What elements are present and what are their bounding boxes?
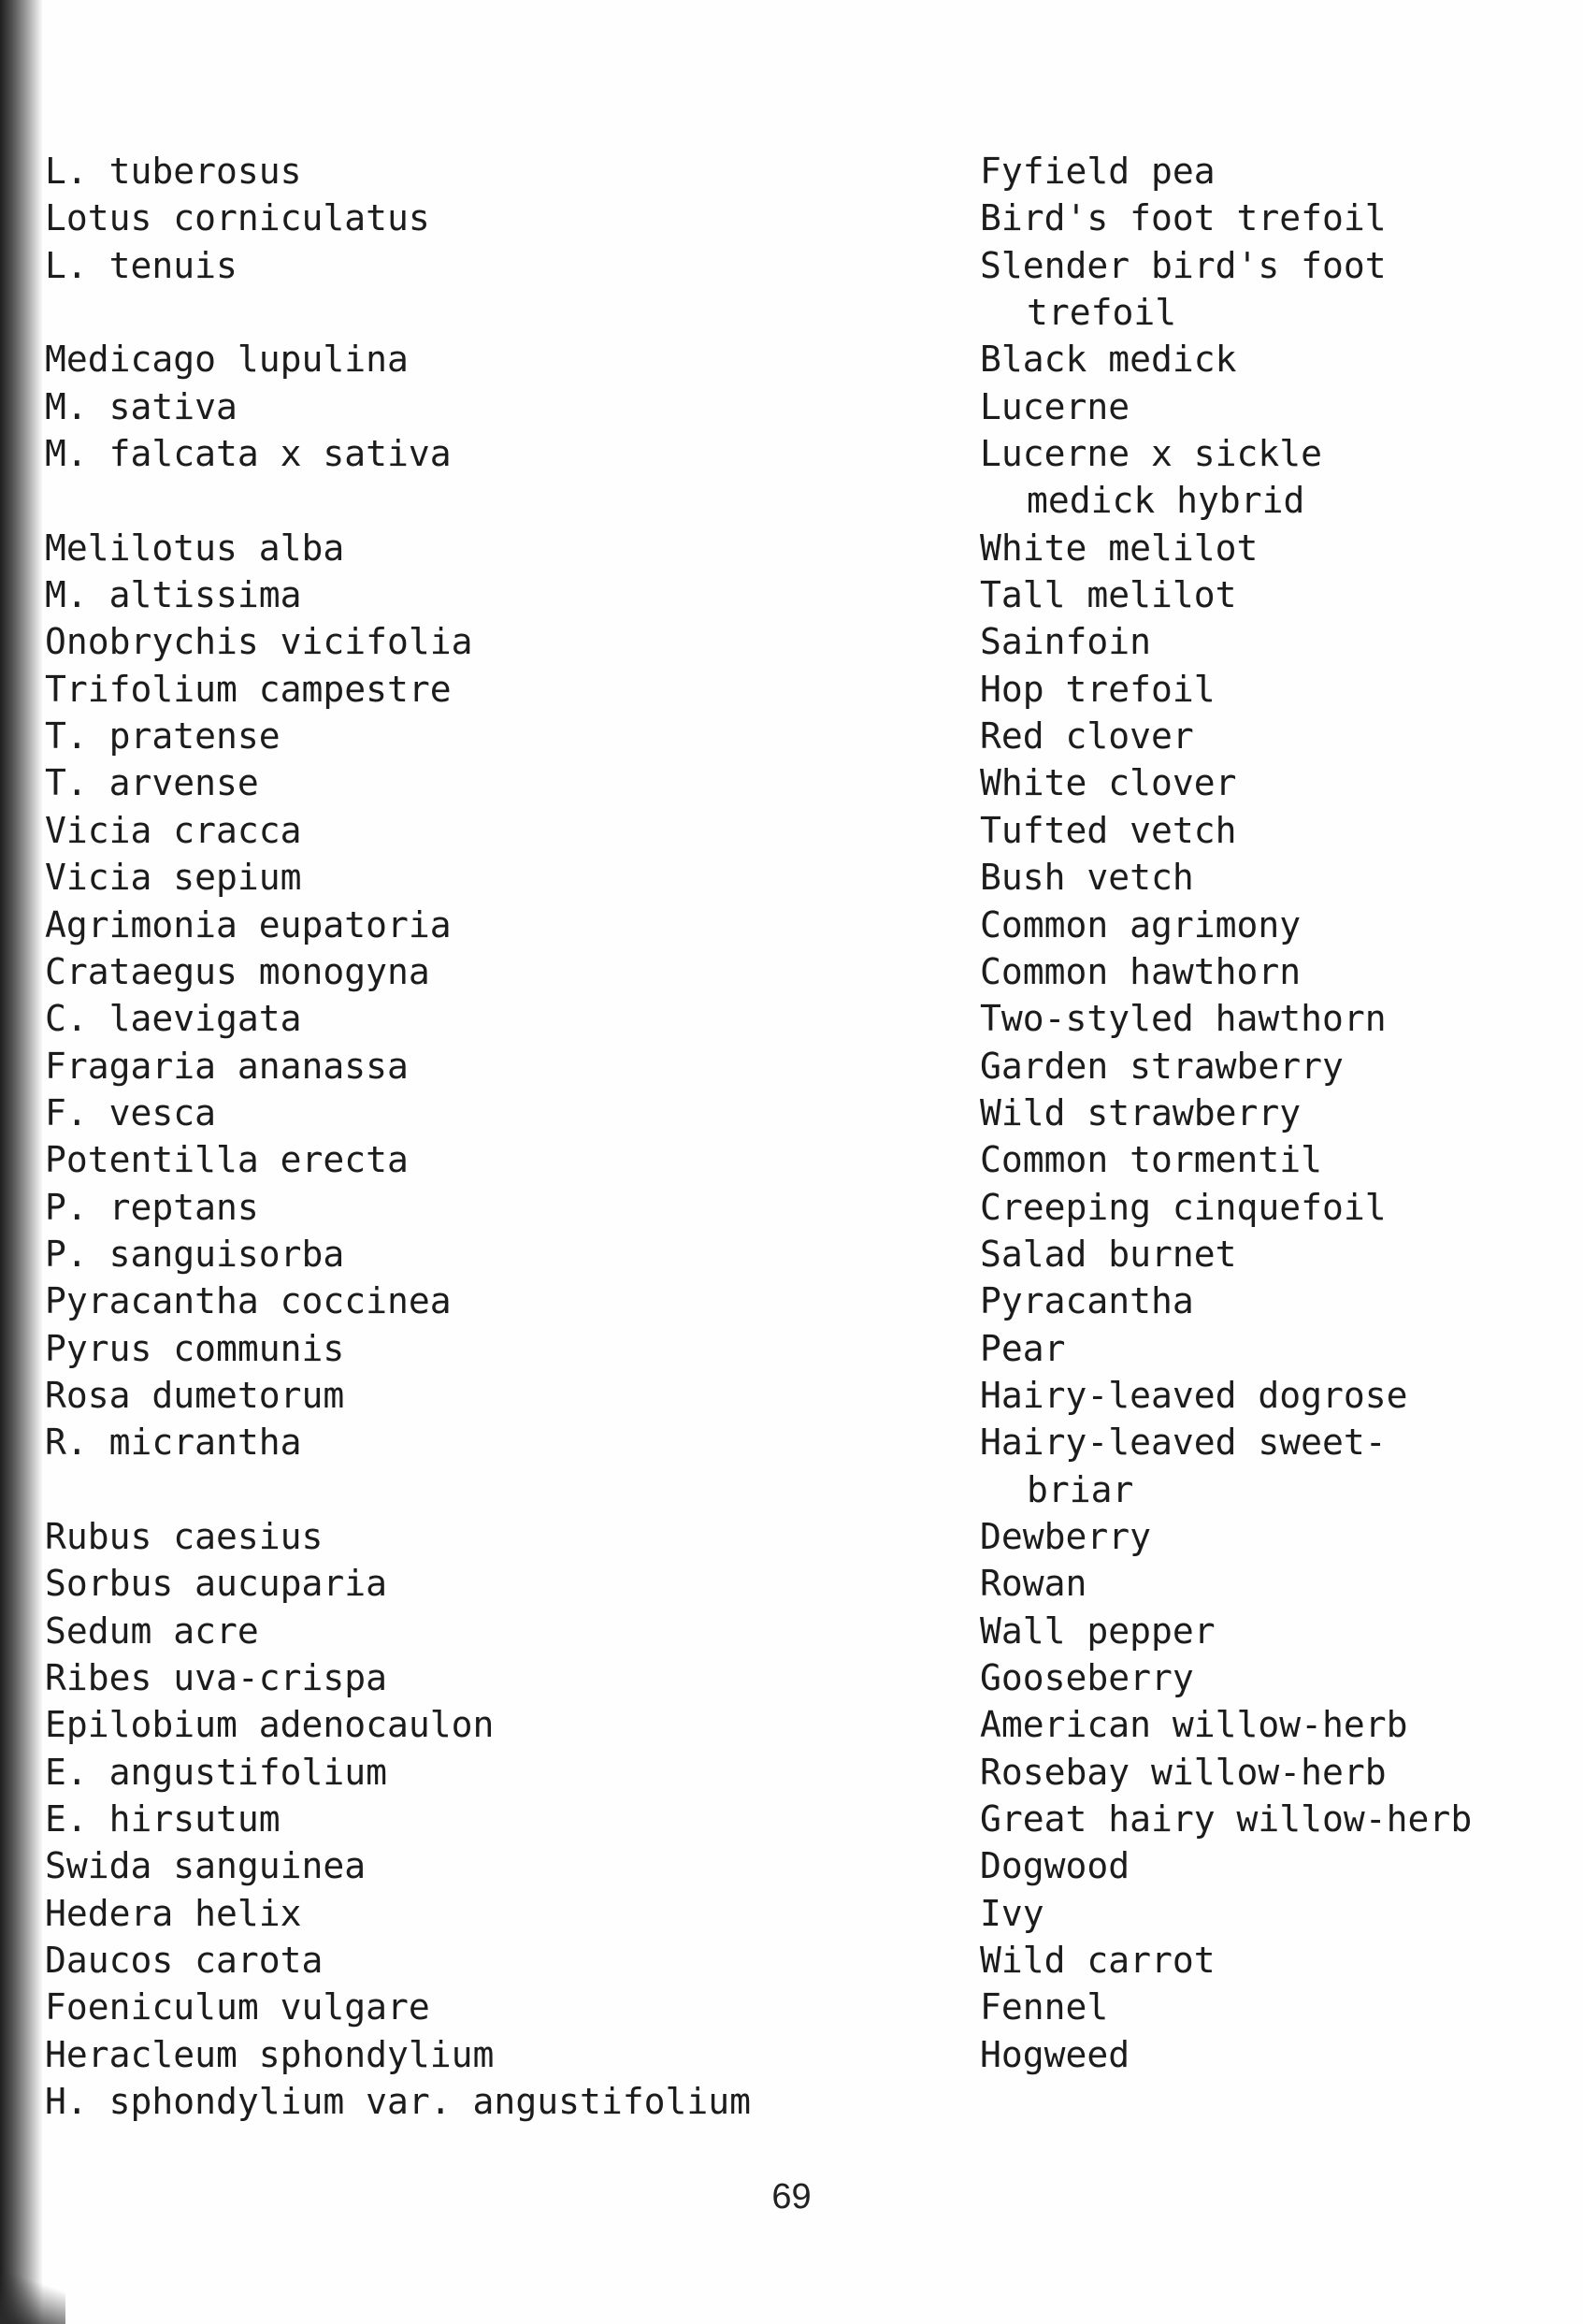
common-name-entry: Dogwood [980, 1845, 1130, 1887]
common-name-entry: Hairy-leaved sweet- [980, 1422, 1387, 1464]
common-name-entry: White clover [980, 762, 1237, 804]
latin-name-entry [45, 477, 751, 524]
common-name-entry: Wild strawberry [980, 1091, 1302, 1133]
common-name-entry: Hairy-leaved dogrose [980, 1374, 1408, 1416]
latin-name-entry: Medicago lupulina [45, 339, 409, 381]
latin-name-entry: E. angustifolium [45, 1751, 388, 1793]
common-name-entry: Rosebay willow-herb [980, 1751, 1387, 1793]
latin-name-entry [45, 1466, 751, 1513]
common-name-entry: Black medick [980, 339, 1237, 381]
common-name-entry: Wall pepper [980, 1609, 1216, 1652]
latin-name-entry: Heracleum sphondylium [45, 2033, 495, 2075]
common-name-entry: trefoil [1027, 292, 1177, 334]
latin-name-entry: Hedera helix [45, 1892, 302, 1934]
common-name-entry: Common hawthorn [980, 950, 1302, 992]
common-name-entry: medick hybrid [1027, 480, 1305, 522]
latin-name-entry: Crataegus monogyna [45, 950, 430, 992]
latin-name-entry: Trifolium campestre [45, 668, 452, 710]
latin-name-entry: T. arvense [45, 762, 259, 804]
latin-name-entry: M. falcata x sativa [45, 433, 452, 475]
common-name-entry: Rowan [980, 1563, 1087, 1605]
common-name-entry: Hop trefoil [980, 668, 1216, 710]
common-name-entry: Tufted vetch [980, 809, 1237, 851]
latin-name-entry: L. tenuis [45, 244, 237, 286]
latin-name-entry: H. sphondylium var. angustifolium [45, 2081, 751, 2123]
common-name-entry: Fennel [980, 1986, 1109, 2028]
latin-name-entry: Potentilla erecta [45, 1139, 409, 1181]
latin-name-entry: Sorbus aucuparia [45, 1563, 388, 1605]
latin-name-entry: Ribes uva-crispa [45, 1657, 388, 1698]
latin-name-entry: Vicia cracca [45, 809, 302, 851]
common-name-entry: American willow-herb [980, 1704, 1408, 1746]
latin-name-entry: Pyrus communis [45, 1327, 345, 1369]
common-name-entry: Great hairy willow-herb [980, 1798, 1473, 1840]
page-number: 69 [771, 2177, 812, 2216]
common-name-entry: Sainfoin [980, 621, 1152, 663]
latin-name-entry: Epilobium adenocaulon [45, 1704, 495, 1746]
latin-name-entry: Daucos carota [45, 1940, 324, 1982]
latin-name-entry: Sedum acre [45, 1609, 259, 1652]
common-name-entry: briar [1027, 1468, 1134, 1510]
latin-name-entry: T. pratense [45, 715, 281, 758]
common-name-entry: White melilot [980, 527, 1259, 569]
latin-name-entry: P. reptans [45, 1186, 259, 1228]
latin-name-entry: Agrimonia eupatoria [45, 903, 452, 945]
latin-name-entry: Pyracantha coccinea [45, 1280, 452, 1322]
common-name-entry: Pyracantha [980, 1280, 1194, 1322]
latin-names-column [45, 148, 751, 2125]
latin-name-entry: Lotus corniculatus [45, 197, 430, 239]
latin-name-entry: Swida sanguinea [45, 1845, 367, 1887]
common-name-entry: Lucerne [980, 385, 1130, 427]
latin-name-entry: Rosa dumetorum [45, 1374, 345, 1416]
latin-name-entry: M. sativa [45, 385, 237, 427]
common-name-entry: Gooseberry [980, 1657, 1194, 1698]
common-name-entry: Hogweed [980, 2033, 1130, 2075]
latin-name-entry: E. hirsutum [45, 1798, 281, 1840]
latin-name-entry [45, 289, 751, 336]
latin-name-entry: Rubus caesius [45, 1515, 324, 1557]
common-name-entry: Lucerne x sickle [980, 433, 1323, 475]
common-name-entry: Red clover [980, 715, 1194, 758]
latin-name-entry: F. vesca [45, 1091, 217, 1133]
common-name-entry: Creeping cinquefoil [980, 1186, 1387, 1228]
latin-name-entry: C. laevigata [45, 998, 302, 1040]
common-name-entry: Salad burnet [980, 1233, 1237, 1275]
common-name-entry: Common agrimony [980, 903, 1302, 945]
latin-name-entry: Melilotus alba [45, 527, 345, 569]
common-name-entry: Two-styled hawthorn [980, 998, 1387, 1040]
latin-name-entry: Onobrychis vicifolia [45, 621, 473, 663]
common-name-entry: Common tormentil [980, 1139, 1323, 1181]
latin-name-entry: L. tuberosus [45, 151, 302, 192]
common-name-entry: Wild carrot [980, 1940, 1216, 1982]
common-name-entry: Bird's foot trefoil [980, 197, 1387, 239]
binding-shadow [0, 0, 43, 2324]
common-name-entry: Tall melilot [980, 574, 1237, 616]
common-name-entry: Dewberry [980, 1515, 1152, 1557]
latin-name-entry: R. micrantha [45, 1422, 302, 1464]
common-name-entry: Fyfield pea [980, 151, 1216, 192]
common-name-entry: Ivy [980, 1892, 1044, 1934]
latin-name-entry: Fragaria ananassa [45, 1045, 409, 1087]
latin-name-entry: M. altissima [45, 574, 302, 616]
corner-shadow [0, 2268, 65, 2324]
latin-name-entry: Vicia sepium [45, 857, 302, 899]
common-name-entry: Bush vetch [980, 857, 1194, 899]
common-name-entry: Pear [980, 1327, 1066, 1369]
common-name-entry: Garden strawberry [980, 1045, 1344, 1087]
latin-name-entry: P. sanguisorba [45, 1233, 345, 1275]
latin-name-entry: Foeniculum vulgare [45, 1986, 430, 2028]
common-name-entry: Slender bird's foot [980, 244, 1387, 286]
common-names-column [980, 148, 1472, 2078]
